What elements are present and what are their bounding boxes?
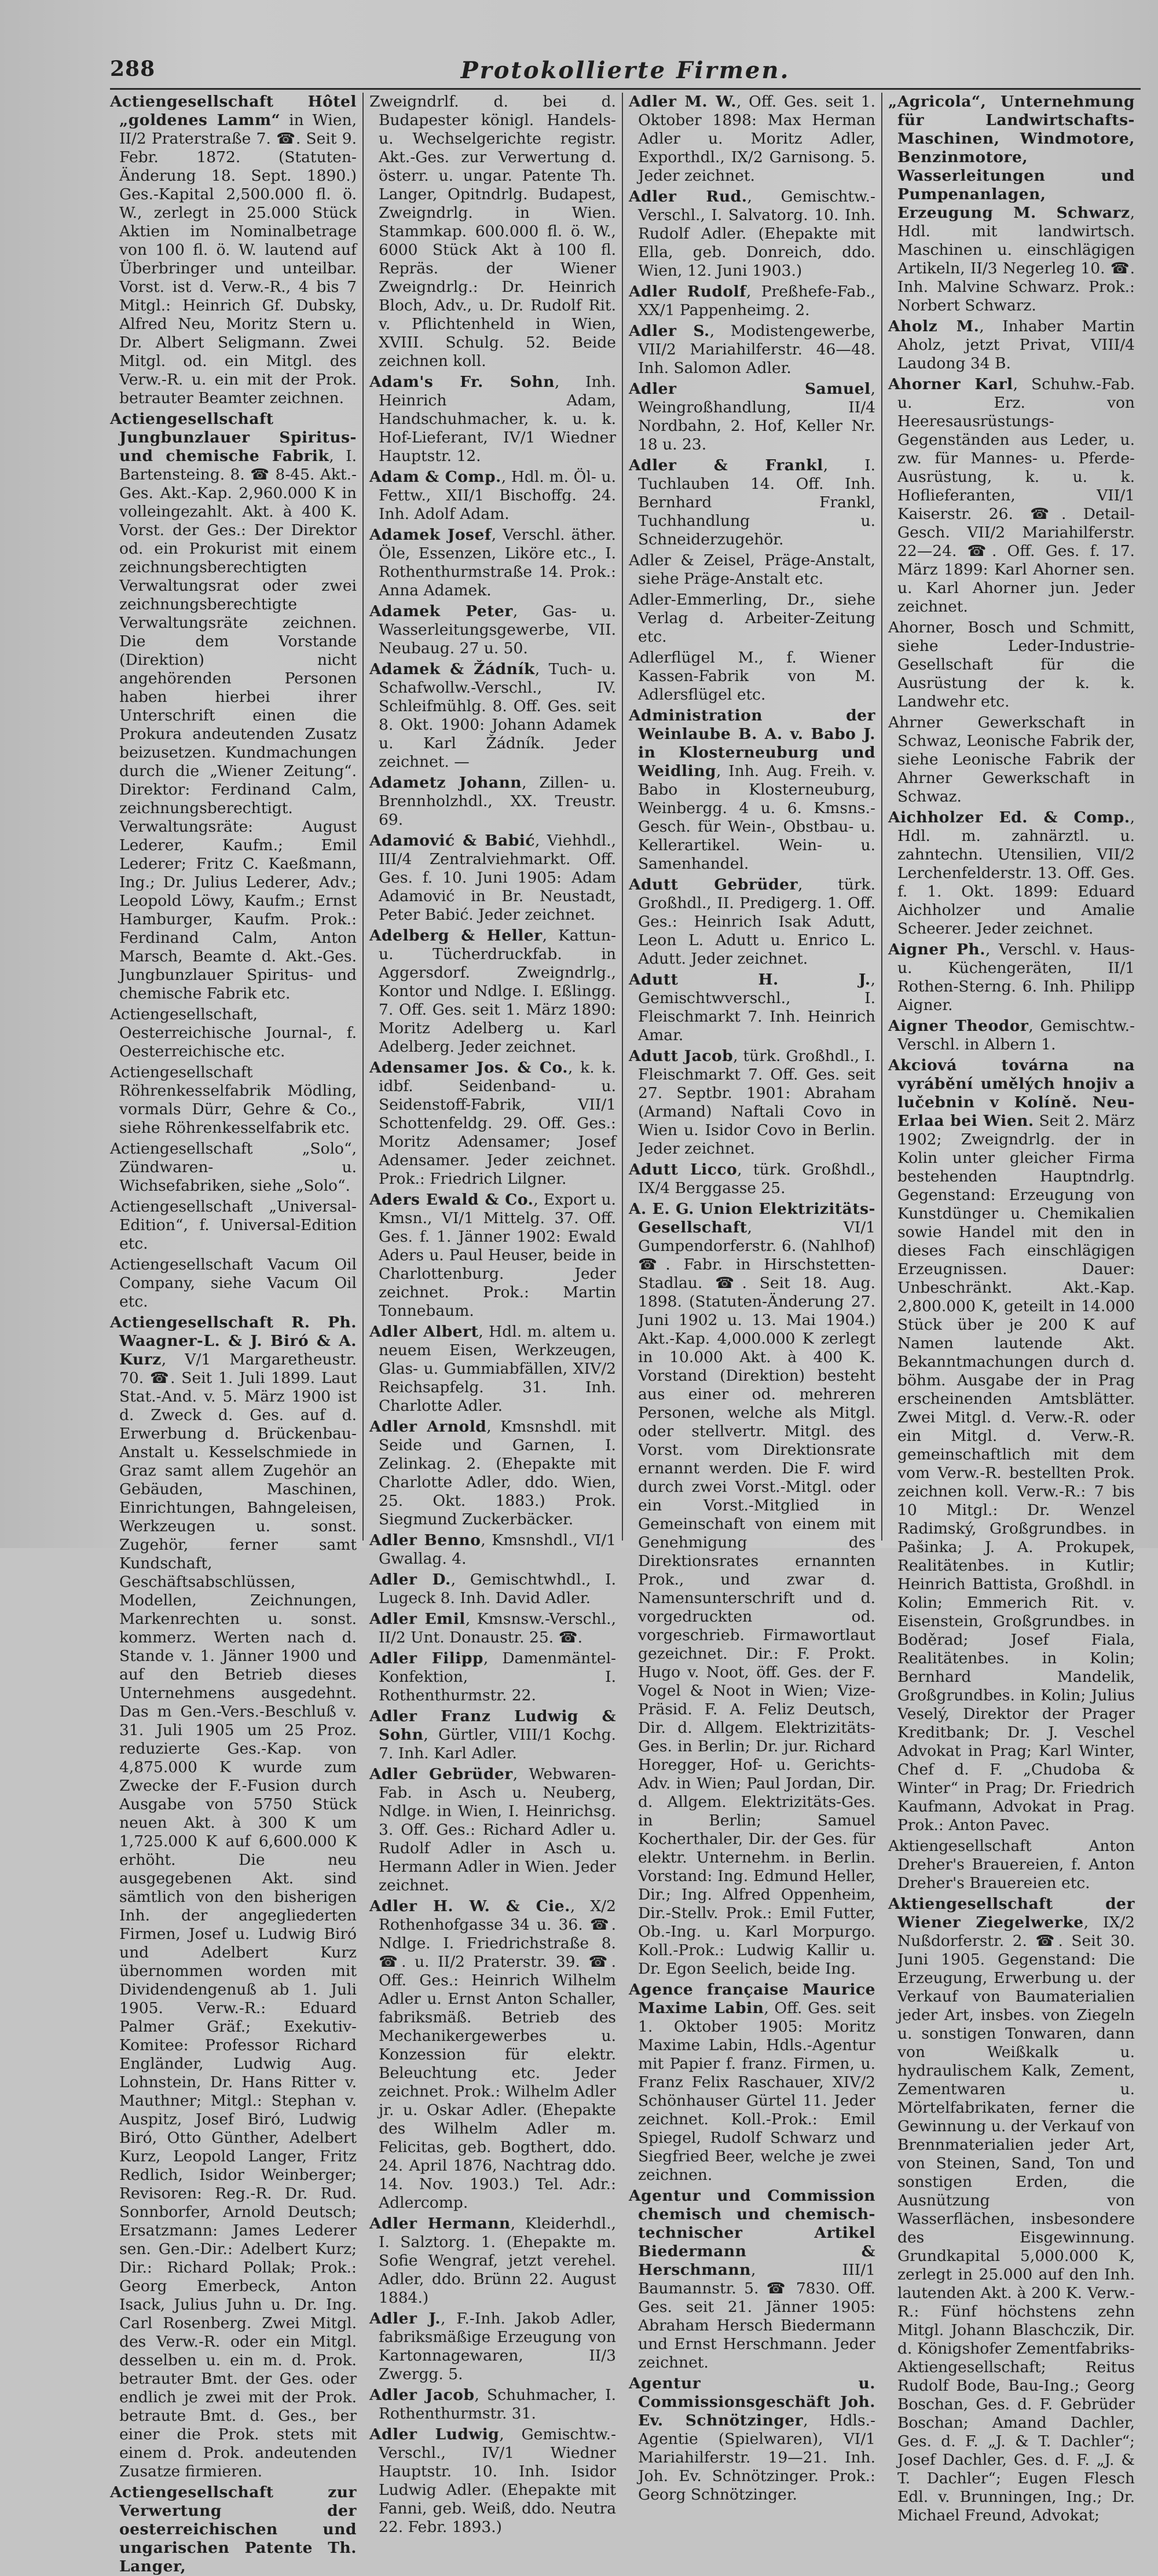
firm-name: Adamek Peter [369,602,513,620]
firm-name: Adler Jacob [369,2386,475,2404]
firm-details: , türk. Großhdl., IX/4 Berggasse 25. [638,1161,876,1197]
firm-details: , Gürtler, VIII/1 Kochg. 7. Inh. Karl Adler. [379,1726,616,1762]
firm-name: Adler Arnold [369,1418,487,1436]
directory-entry [369,1707,616,1763]
directory-entry [369,1897,616,2212]
firm-details: , I. Tuchlauben 14. Off. Inh. Bernhard Frankl, Tuchhandlung u. Schneiderzugehör. [638,456,875,548]
directory-entry [110,1313,357,2481]
firm-name: Adler Gebrüder [369,1765,513,1783]
directory-entry [369,927,616,1056]
directory-entry [369,1649,616,1705]
firm-name: Adler Ludwig [369,2425,500,2443]
directory-entry [369,602,616,658]
firm-name: Adutt Licco [629,1161,738,1179]
firm-name: Aktiengesellschaft der Wiener Ziegelwerke [888,1895,1135,1931]
directory-entry [369,373,616,466]
firm-name: Adler Filipp [369,1649,483,1667]
directory-entry [888,619,1135,711]
directory-entry [629,322,875,378]
firm-name: „Agricola“, Unternehmung für Landwirtschafts-Maschinen, Windmotore, Benzinmotore, Wasserleitungen und Pumpenanlagen, Erzeugung M. Schwarz [888,93,1135,222]
directory-entry [629,188,875,280]
directory-entry [369,2215,616,2307]
firm-name: Agentur u. Commissionsgeschäft Joh. Ev. Schnötzinger [629,2374,875,2429]
directory-entry [110,1063,357,1137]
directory-entry [629,380,875,454]
firm-details: , Hdls.-Agentie (Spielwaren), VI/1 Mariahilferstr. 19—21. Inh. Joh. Ev. Schnötzinger. Prok.: Georg Schnötzinger. [638,2412,875,2504]
firm-details: Actiengesellschaft „Universal-Edition“, f. Universal-Edition etc. [110,1198,357,1253]
firm-name: Aigner Theodor [888,1017,1029,1035]
directory-entry [369,1531,616,1568]
firm-details: , Schuhmacher, I. Rothenthurmstr. 31. [379,2386,616,2423]
directory-entry [110,1256,357,1311]
directory-entry [369,1765,616,1895]
firm-details: Zweigndrlf. d. bei d. Budapester königl. Handels- u. Wechselgerichte registr. Akt.-Ges. zur Verwertung d. österr. u. ungar. Patente Th. Langer, Opitndrlg. Budapest, Zweigndrlg. in Wien. Stammkap. 600.000 fl. ö. W., 6000 Stück Akt à 100 fl. Repräs. der Wiener Zweigndrlg.: Dr. Heinrich Bloch, Adv., u. Dr. Rudolf Rit. v. Pflichtenheld in Wien, XVIII. Schulg. 52. Beide zeichnen koll. [369,93,616,370]
firm-name: Adler & Frankl [629,456,823,474]
directory-entry [369,1610,616,1647]
directory-entry [110,410,357,1003]
firm-details: Actiengesellschaft Vacum Oil Company, siehe Vacum Oil etc. [110,1256,357,1311]
firm-details: , Kmsnshdl. mit Seide und Garnen, I. Zelinkag. 2. (Ehepakte mit Charlotte Adler, ddo. Wien, 25. Okt. 1883.) Prok. Siegmund Zuckerbäcker. [379,1418,616,1528]
firm-name: Adler Hermann [369,2215,511,2233]
firm-name: Actiengesellschaft Hôtel „goldenes Lamm“ [110,93,357,129]
directory-entry [110,2483,357,2576]
firm-details: , Hdl. m. Öl- u. Fettw., XII/1 Bischoffg. 24. Inh. Adolf Adam. [379,468,616,523]
firm-details: , Schuhw.-Fab. u. Erz. von Heeresausrüstungs-Gegenständen aus Leder, u. zw. für Mannes- u. Pferde-Ausrüstung, k. u. k. Hoflieferanten, VII/1 Kaiserstr. 26. ☎. Detail-Gesch. VII/2 Mariahilferstr. 22—24. ☎. Off. Ges. f. 17. März 1899: Karl Ahorner sen. u. Karl Ahorner jun. Jeder zeichnet. [897,375,1135,616]
directory-entry [629,876,875,968]
firm-details: Actiengesellschaft „Solo“, Zündwaren- u. Wichsefabriken, siehe „Solo“. [110,1140,357,1195]
firm-name: Adutt H. J. [629,971,871,989]
firm-details: , Kmsnshdl., VI/1 Gwallag. 4. [379,1531,616,1568]
directory-entry [369,1059,616,1188]
directory-entry [369,93,616,371]
directory-entry [888,941,1135,1015]
directory-entry [629,283,875,320]
firm-details: , IX/2 Nußdorferstr. 2. ☎. Seit 30. Juni 1905. Gegenstand: Die Erzeugung, Erwerbung u. der Verkauf von Baumaterialien jeder Art, insbes. von Ziegeln u. sonstigen Tonwaren, dann von Weißkalk u. hydraulischem Kalk, Zement, Zementwaren u. Mörtelfabrikaten, ferner die Gewinnung u. der Verkauf von Brennmaterialien jeder Art, von Steinen, Sand, Ton und sonstigen Erden, die Ausnützung von Wasserflächen, insbesondere des Eisgewinnung. Grundkapital 5,000.000 K, zerlegt in 25.000 auf den Inh. lautenden Akt. à 200 K. Verw.-R.: Fünf höchstens zehn Mitgl. Johann Blaschczik, Dir. d. Königshofer Zementfabriks-Aktiengesellschaft; Reitus Rudolf Bode, Bau-Ing.; Georg Boschan, Ges. d. F. Gebrüder Boschan; Amand Dachler, Ges. d. F. „J. & T. Dachler“; Josef Dachler, Ges. d. F. „J. & T. Dachler“; Eugen Flesch Edl. v. Brunningen, Ing.; Dr. Michael Freund, Advokat; [897,1913,1135,2524]
firm-name: Adler M. W. [629,93,736,111]
header-rule [110,88,1141,90]
firm-details: Ahrner Gewerkschaft in Schwaz, Leonische Fabrik der, siehe Leonische Fabrik der Ahrner Gewerkschaft in Schwaz. [888,713,1135,806]
firm-details: , Hdl. mit landwirtsch. Maschinen u. einschlägigen Artikeln, II/3 Negerleg 10. ☎. Inh. Malvine Schwarz. Prok.: Norbert Schwarz. [897,204,1135,314]
directory-entry [888,1056,1135,1835]
firm-name: Adler S. [629,322,710,340]
firm-details: , Gemischtwhdl., I. Lugeck 8. Inh. David Adler. [379,1571,617,1607]
firm-details: , F.-Inh. Jakob Adler, fabriksmäßige Erzeugung von Kartonnagewaren, II/3 Zwergg. 5. [379,2310,616,2383]
firm-details: , Gemischtwverschl., I. Fleischmarkt 7. Inh. Heinrich Amar. [638,971,875,1044]
firm-name: Adler H. W. & Cie. [369,1897,570,1915]
firm-name: Adutt Gebrüder [629,876,798,894]
firm-details: , Verschl. v. Haus- u. Küchengeräten, II/1 Rothen-Sterng. 6. Inh. Philipp Aigner. [897,941,1135,1014]
firm-name: Adler Benno [369,1531,481,1549]
firm-name: Aders Ewald & Co. [369,1191,534,1209]
firm-name: Adensamer Jos. & Co. [369,1059,568,1077]
firm-details: , Verschl. äther. Öle, Essenzen, Liköre etc., I. Rothenthurmstraße 14. Prok.: Anna Adamek. [379,526,616,599]
firm-name: Adamović & Babić [369,832,536,850]
firm-name: Adler Samuel [629,380,871,398]
page-header [110,57,1141,92]
directory-entry [110,1198,357,1253]
firm-name: Agence française Maurice Maxime Labin [629,1981,875,2017]
firm-details: , Tuch- u. Schafwollw.-Verschl., IV. Schleifmühlg. 8. Off. Ges. seit 8. Okt. 1900: Johann Adamek u. Karl Žádník. Jeder zeichnet. — [379,660,616,771]
firm-name: Ahorner Karl [888,375,1013,393]
directory-entry [369,774,616,829]
firm-details: Aktiengesellschaft Anton Dreher's Brauereien, f. Anton Dreher's Brauereien etc. [888,1837,1135,1892]
firm-name: Actiengesellschaft Jungbunzlauer Spiritus- und chemische Fabrik [110,410,357,465]
firm-name: Actiengesellschaft zur Verwertung der oesterreichischen und ungarischen Patente Th. Langer, [110,2483,357,2575]
directory-entry [629,2187,875,2372]
directory-entry [110,1005,357,1061]
directory-entry [888,808,1135,938]
firm-name: Adler J. [369,2310,441,2328]
directory-entry [888,713,1135,806]
directory-entry [888,317,1135,373]
directory-entry [888,1017,1135,1054]
firm-name: Aichholzer Ed. & Comp. [888,808,1130,826]
firm-name: Adler D. [369,1571,451,1589]
column-3 [629,93,882,2504]
firm-details: Adlerflügel M., f. Wiener Kassen-Fabrik von M. Adlersflügel etc. [629,649,875,704]
directory-entry [369,832,616,924]
firm-details: , Inh. Aug. Freih. v. Babo in Klosterneuburg, Weinbergg. 4 u. 6. Kmsns.-Gesch. für Wein-, Obstbau- u. Kellerartikel. Wein- u. Samenhandel. [638,762,875,873]
firm-name: Adamek Josef [369,526,492,544]
firm-name: Adutt Jacob [629,1047,734,1065]
directory-entry [369,2425,616,2537]
firm-details: , Gas- u. Wasserleitungsgewerbe, VII. Neubaug. 27 u. 50. [379,602,616,657]
directory-entry [629,551,875,588]
firm-details: , Webwaren-Fab. in Asch u. Neuberg, Ndlge. in Wien, I. Heinrichsg. 3. Off. Ges.: Richard Adler u. Rudolf Adler in Asch u. Hermann Adler in Wien. Jeder zeichnet. [379,1765,616,1894]
running-title: Protokollierte Firmen. [460,57,790,84]
directory-entry [369,526,616,600]
firm-details: Actiengesellschaft Röhrenkesselfabrik Mödling, vormals Dürr, Gehre & Co., siehe Röhrenkesselfabrik etc. [110,1063,357,1137]
directory-entry [888,93,1135,315]
firm-details: , Kattun- u. Tücherdruckfab. in Aggersdorf. Zweigndrlg., Kontor und Ndlge. I. Eßlingg. 7. Off. Ges. seit 1. März 1890: Moritz Adelberg u. Karl Adelberg. Jeder zeichnet. [379,927,616,1056]
firm-name: Adam & Comp. [369,468,501,486]
directory-entry [110,1140,357,1195]
firm-name: Actiengesellschaft R. Ph. Waagner-L. & J. Biró & A. Kurz [110,1313,357,1368]
directory-entry [369,2386,616,2423]
directory-entry [110,93,357,408]
directory-entry [629,1161,875,1198]
firm-details: Ahorner, Bosch und Schmitt, siehe Leder-Industrie-Gesellschaft für die Ausrüstung der k. k. Landwehr etc. [888,619,1135,711]
firm-details: , Kleiderhdl., I. Salztorg. 1. (Ehepakte m. Sofie Wengraf, jetzt verehel. Adler, ddo. Brünn 22. August 1884.) [379,2215,616,2307]
firm-details: , V/1 Margaretheustr. 70. ☎. Seit 1. Juli 1899. Laut Stat.-And. v. 5. März 1900 ist d. Zweck d. Ges. auf d. Erwerbung d. Brückenbau-Anstalt u. Kesselschmiede in Graz samt allem Zugehör an Gebäuden, Maschinen, Einrichtungen, Bahngeleisen, Werkzeugen u. sonst. Zugehör, ferner samt Kundschaft, Geschäftsabschlüssen, Modellen, Zeichnungen, Markenrechten u. sonst. kommerz. Werten nach d. Stande v. 1. Jänner 1900 und auf den Betrieb dieses Unternehmens ausgedehnt. Das m Gen.-Vers.-Beschluß v. 31. Juli 1905 um 25 Proz. reduzierte Ges.-Kap. von 4,875.000 K wurde zum Zwecke der F.-Fusion durch Ausgabe von 5750 Stück neuen Akt. à 300 K um 1,725.000 K auf 6,600.000 K erhöht. Die neu ausgegebenen Akt. sind sämtlich von den bisherigen Inh. der angegliederten Firmen, Josef u. Ludwig Biró und Adelbert Kurz übernommen worden mit Dividendengenuß ab 1. Juli 1905. Verw.-R.: Eduard Palmer Gräf.; Exekutiv-Komitee: Professor Richard Engländer, Ludwig Aug. Lohnstein, Dr. Hans Ritter v. Mauthner; Mitgl.: Stephan v. Auspitz, Josef Biró, Ludwig Biró, Otto Günther, Adelbert Kurz, Leopold Langer, Fritz Redlich, Isidor Weinberger; Revisoren: Reg.-R. Dr. Rud. Sonnborfer, Arnold Deutsch; Ersatzmann: James Lederer sen. Gen.-Dir.: Adelbert Kurz; Dir.: Richard Pollak; Prok.: Georg Emerbeck, Anton Isack, Julius Juhn u. Dr. Ing. Carl Rosenberg. Zwei Mitgl. des Verw.-R. oder ein Mitgl. desselben u. ein m. d. Prok. betrauter Bmt. der Ges. oder endlich je zwei mit der Prok. betraute Bmt. d. Ges., ber einer die Prok. stets mit einem d. Prok. andeutenden Zusatze firmieren. [119,1351,357,2480]
directory-entry [369,468,616,524]
firm-details: , Gemischtw.-Verschl., I. Salvatorg. 10. Inh. Rudolf Adler. (Ehepakte mit Ella, geb. Donreich, ddo. Wien, 12. Juni 1903.) [638,188,875,280]
firm-details: Adler-Emmerling, Dr., siehe Verlag d. Arbeiter-Zeitung etc. [629,591,875,646]
page-number: 288 [110,57,156,81]
directory-entry [629,971,875,1045]
directory-entry [369,660,616,771]
firm-details: , Export u. Kmsn., VI/1 Mittelg. 37. Off. Ges. f. 1. Jänner 1902: Ewald Aders u. Paul Heuser, beide in Charlottenburg. Jeder zeichnet. Prok.: Martin Tonnebaum. [379,1191,616,1320]
firm-details: , Viehhdl., III/4 Zentralviehmarkt. Off. Ges. f. 10. Juni 1905: Adam Adamović in Br. Neustadt, Peter Babić. Jeder zeichnet. [379,832,616,924]
firm-details: , türk. Großhdl., I. Fleischmarkt 7. Off. Ges. seit 27. Septbr. 1901: Abraham (Armand) Naftali Covo in Wien u. Isidor Covo in Berlin. Jeder zeichnet. [638,1047,875,1158]
directory-entry [888,375,1135,616]
firm-name: Adler Emil [369,1610,466,1628]
firm-name: Akciová továrna na vyrábění umělých hnojiv a lučebnin v Kolíně. Neu-Erlaa bei Wien. [888,1056,1135,1130]
firm-details: , Hdl. m. altem u. neuem Eisen, Werkzeugen, Glas- u. Gummiabfällen, XIV/2 Reichsapfelg. 31. Inh. Charlotte Adler. [379,1323,616,1415]
firm-details: , Zillen- u. Brennholzhdl., XX. Treustr. 69. [379,774,616,829]
firm-details: , Inhaber Martin Aholz, jetzt Privat, VIII/4 Laudong 34 B. [897,317,1135,372]
firm-name: Adler Rud. [629,188,747,206]
firm-name: Aigner Ph. [888,941,985,958]
firm-details: , Damenmäntel-Konfektion, I. Rothenthurmstr. 22. [379,1649,616,1704]
columns-container [110,93,1141,2575]
firm-details: , Gemischtw.-Verschl. in Albern 1. [897,1017,1135,1053]
firm-details: in Wien, II/2 Praterstraße 7. ☎. Seit 9. Febr. 1872. (Statuten-Änderung 18. Sept. 1890.) Ges.-Kapital 2,500.000 fl. ö. W., zerlegt in 25.000 Stück Aktien im Nominalbetrage von 100 fl. ö. W. lautend auf Überbringer und unteilbar. Vorst. ist d. Verw.-R., 4 bis 7 Mitgl.: Heinrich Gf. Dubsky, Alfred Neu, Moritz Stern u. Dr. Albert Seligmann. Zwei Mitgl. od. ein Mitgl. des Verw.-R. u. ein mit der Prok. betrauter Beamter zeichnen. [119,111,357,407]
firm-name: Administration der Weinlaube B. A. v. Babo J. in Klosterneuburg und Weidling [629,707,875,780]
firm-details: , türk. Großhdl., II. Predigerg. 1. Off. Ges.: Heinrich Isak Adutt, Leon L. Adutt u. Enrico L. Adutt. Jeder zeichnet. [638,876,876,968]
firm-details: Seit 2. März 1902; Zweigndrlg. der in Kolin unter gleicher Firma bestehenden Hauptndrlg. Gegenstand: Erzeugung von Kunstdünger u. Chemikalien sowie Handel mit den in dieses Fach einschlägigen Erzeugnissen. Dauer: Unbeschränkt. Akt.-Kap. 2,800.000 K, geteilt in 14.000 Stück über je 200 K auf Namen lautende Akt. Bekanntmachungen durch d. böhm. Ausgabe der in Prag erscheinenden Amtsblätter. Zwei Mitgl. d. Verw.-R. oder ein Mitgl. d. Verw.-R. gemeinschaftlich mit dem vom Verw.-R. bestellten Prok. zeichnen koll. Verw.-R.: 7 bis 10 Mitgl.: Dr. Wenzel Radimský, Großgrundbes. in Pašinka; J. A. Prokupek, Realitätenbes. in Kutlir; Heinrich Battista, Großhdl. in Kolin; Emmerich Rit. v. Eisenstein, Großgrundbes. in Boděrad; Josef Fiala, Realitätenbes. in Kolin; Bernhard Mandelik, Großgrundbes. in Kolin; Julius Veselý, Direktor der Prager Kreditbank; Dr. J. Veschel Advokat in Prag; Karl Winter, Chef d. F. „Chudoba & Winter“ in Prag; Dr. Friedrich Kaufmann, Advokat in Prag. Prok.: Anton Pavec. [897,1112,1135,1834]
directory-entry [629,1981,875,2185]
firm-name: A. E. G. Union Elektrizitäts-Gesellschaft [629,1200,875,1236]
firm-details: Actiengesellschaft, Oesterreichische Journal-, f. Oesterreichische etc. [110,1005,357,1060]
directory-entry [629,649,875,704]
directory-entry [369,1418,616,1529]
firm-name: Adelberg & Heller [369,927,543,945]
directory-entry [629,591,875,646]
firm-name: Adametz Johann [369,774,522,792]
firm-details: , III/1 Baumannstr. 5. ☎ 7830. Off. Ges. seit 21. Jänner 1905: Abraham Hersch Biedermann und Ernst Herschmann. Jeder zeichnet. [638,2261,875,2372]
firm-details: , I. Bartensteing. 8. ☎ 8-45. Akt.-Ges. Akt.-Kap. 2,960.000 K in volleingezahlt. Akt. à 400 K. Vorst. der Ges.: Der Direktor od. ein Prokurist mit einem zeichnungsberechtigten Verwaltungsrat oder zwei zeichnungsberechtigte Verwaltungsräte zeichnen. Die dem Vorstande (Direktion) nicht angehörenden Personen haben hierbei ihrer Unterschrift einen die Prokura andeutenden Zusatz beizusetzen. Kundmachungen durch die „Wiener Zeitung“. Direktor: Ferdinand Calm, zeichnungsberechtigt. Verwaltungsräte: August Lederer, Kaufm.; Emil Lederer; Fritz C. Kaeßmann, Ing.; Dr. Julius Lederer, Adv.; Leopold Löwy, Kaufm.; Ernst Hamburger, Kaufm. Prok.: Ferdinand Calm, Anton Marsch, Beamte d. Akt.-Ges. Jungbunzlauer Spiritus- und chemische Fabrik etc. [119,447,357,1002]
directory-entry [888,1837,1135,1893]
directory-entry [629,1200,875,1978]
firm-details: , Kmsnsw.-Verschl., II/2 Unt. Donaustr. 25. ☎. [379,1610,616,1646]
directory-entry [629,2374,875,2504]
firm-name: Adler Rudolf [629,283,747,301]
firm-details: , Inh. Heinrich Adam, Handschuhmacher, k. u. k. Hof-Lieferant, IV/1 Wiedner Hauptstr. 12. [379,373,617,465]
firm-details: , k. k. idbf. Seidenband- u. Seidenstoff-Fabrik, VII/1 Schottenfeldg. 29. Off. Ges.: Moritz Adensamer; Josef Adensamer. Jeder zeichnet. Prok.: Friedrich Lilgner. [379,1059,616,1188]
firm-name: Adamek & Žádník [369,660,535,678]
firm-name: Aholz M. [888,317,980,335]
firm-details: , Weingroßhandlung, II/4 Nordbahn, 2. Hof, Keller Nr. 18 u. 23. [638,380,875,453]
directory-entry [629,93,875,185]
firm-details: , Gemischtw.-Verschl., IV/1 Wiedner Hauptstr. 10. Inh. Isidor Ludwig Adler. (Ehepakte mit Fanni, geb. Weiß, ddo. Neutra 22. Febr. 1893.) [379,2425,616,2536]
directory-entry [369,1571,616,1608]
firm-details: Adler & Zeisel, Präge-Anstalt, siehe Präge-Anstalt etc. [629,551,875,588]
firm-name: Adler Albert [369,1323,479,1341]
directory-entry [629,707,875,873]
column-4 [888,93,1141,2524]
directory-entry [369,2310,616,2384]
firm-details: , X/2 Rothenhofgasse 34 u. 36. ☎. Ndlge. I. Friedrichstraße 8. ☎. u. II/2 Praterstr. 39. ☎. Off. Ges.: Heinrich Wilhelm Adler u. Ernst Anton Schaller, fabriksmäß. Betrieb des Mechanikergewerbes u. Konzession für elektr. Beleuchtung etc. Jeder zeichnet. Prok.: Wilhelm Adler jr. u. Oskar Adler. (Ehepakte des Wilhelm Adler m. Felicitas, geb. Bogthert, ddo. 24. April 1876, Nachtrag ddo. 14. Nov. 1903.) Tel. Adr.: Adlercomp. [379,1897,616,2212]
firm-details: , VI/1 Gumpendorferstr. 6. (Nahlhof) ☎. Fabr. in Hirschstetten-Stadlau. ☎. Seit 18. Aug. 1898. (Statuten-Änderung 27. Juni 1902 u. 13. Mai 1904.) Akt.-Kap. 4,000.000 K zerlegt in 10.000 Akt. à 400 K. Vorstand (Direktion) besteht aus einer od. mehreren Personen, welche als Mitgl. oder stellvertr. Mitgl. des Vorst. vom Direktionsrate ernannt werden. Die F. wird durch zwei Vorst.-Mitgl. oder ein Vorst.-Mitglied in Gemeinschaft von einem mit Genehmigung des Direktionsrates ernannten Prok., und zwar d. Namensunterschrift und d. vorgedruckten od. vorgeschrieb. Firmawortlaut gezeichnet. Dir.: F. Prokt. Hugo v. Noot, öff. Ges. der F. Vogel & Noot in Wien; Vize-Präsid. F. A. Feliz Deutsch, Dir. d. Allgem. Elektrizitäts-Ges. in Berlin; Dr. jur. Richard Horegger, Hof- u. Gerichts-Adv. in Wien; Paul Jordan, Dir. d. Allgem. Elektrizitäts-Ges. in Berlin; Samuel Kocherthaler, Dir. der Ges. für elektr. Unternehm. in Berlin. Vorstand: Ing. Edmund Heller, Dir.; Ing. Alfred Oppenheim, Dir.-Stellv. Prok.: Emil Futter, Ob.-Ing. u. Karl Morpurgo. Koll.-Prok.: Ludwig Kallir u. Dr. Egon Seelich, beide Ing. [638,1219,875,1978]
firm-details: , Off. Ges. seit 1. Oktober 1905: Moritz Maxime Labin, Hdls.-Agentur mit Papier f. franz. Firmen, u. Franz Felix Raschauer, XIV/2 Schönhauser Gürtel 11. Jeder zeichnet. Koll.-Prok.: Emil Spiegel, Rudolf Schwarz und Siegfried Beer, welche je zwei zeichnen. [638,1999,875,2184]
firm-details: , Modistengewerbe, VII/2 Mariahilferstr. 46—48. Inh. Salomon Adler. [638,322,875,377]
directory-entry [629,456,875,549]
column-2 [369,93,623,2536]
firm-details: , Hdl. m. zahnärztl. u. zahntechn. Utensilien, VII/2 Lerchenfelderstr. 13. Off. Ges. f. 1. Okt. 1899: Eduard Aichholzer und Amalie Scheerer. Jeder zeichnet. [897,808,1135,938]
directory-entry [369,1323,616,1415]
directory-entry [888,1895,1135,2525]
directory-entry [629,1047,875,1158]
firm-name: Adler Franz Ludwig & Sohn [369,1707,616,1744]
firm-details: , Off. Ges. seit 1. Oktober 1898: Max Herman Adler u. Moritz Adler, Exporthdl., IX/2 Garnisong. 5. Jeder zeichnet. [638,93,875,185]
firm-name: Adam's Fr. Sohn [369,373,555,391]
directory-entry [369,1191,616,1320]
firm-details: , Preßhefe-Fab., XX/1 Pappenheimg. 2. [638,283,876,319]
firm-name: Agentur und Commission chemisch und chemisch-technischer Artikel Biedermann & Herschmann [629,2187,875,2279]
column-1 [110,93,364,2575]
